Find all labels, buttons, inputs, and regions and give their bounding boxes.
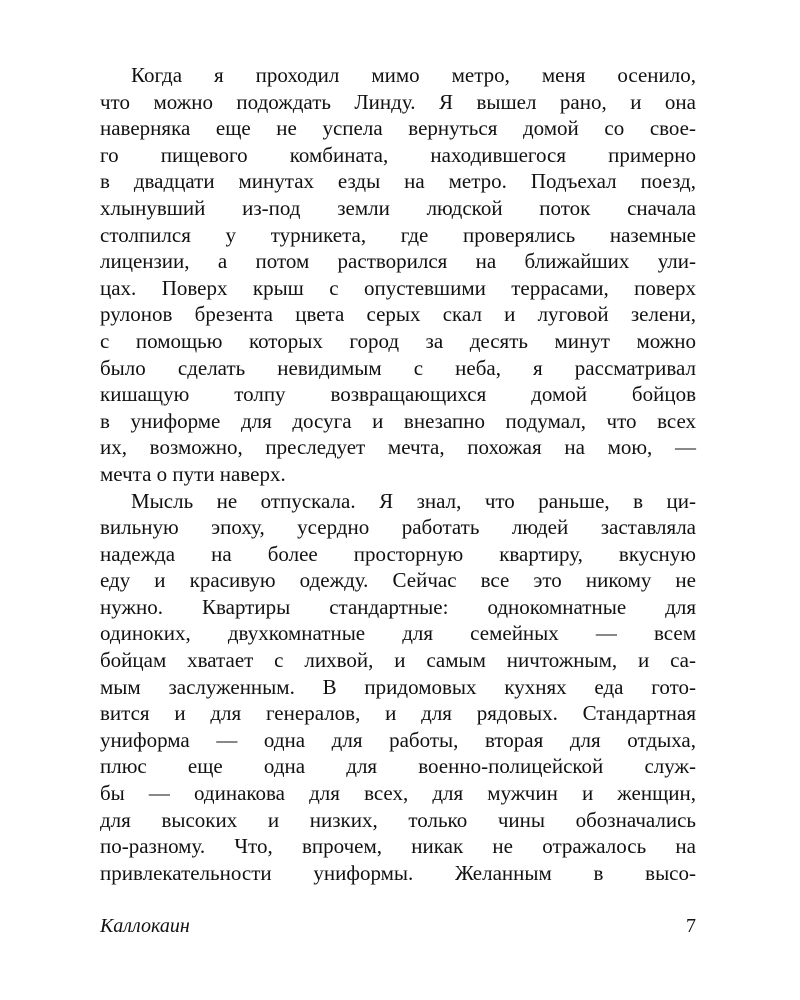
running-title: Каллокаин	[100, 915, 190, 937]
text-line: рулонов брезента цвета серых скал и луговой зелени,	[100, 302, 696, 327]
text-line: кишащую толпу возвращающихся домой бойцов	[100, 382, 696, 407]
text-line: привлекательности униформы. Желанным в высо-	[100, 860, 696, 885]
text-line: нужно. Квартиры стандартные: однокомнатные для	[100, 594, 696, 619]
paragraph-1	[100, 62, 696, 488]
text-line: Когда я проходил мимо метро, меня осенило,	[131, 63, 696, 87]
text-line: бойцам хватает с лихвой, и самым ничтожным, и са-	[100, 648, 696, 673]
text-line: мечта о пути наверх.	[100, 461, 286, 486]
text-line: мым заслуженным. В придомовых кухнях еда гото-	[100, 674, 696, 699]
text-line: Мысль не отпускала. Я знал, что раньше, в ци-	[131, 488, 696, 513]
text-line: вится и для генералов, и для рядовых. Стандартная	[100, 701, 696, 726]
text-line: в двадцати минутах езды на метро. Подъехал поезд,	[100, 169, 696, 194]
text-line: с помощью которых город за десять минут можно	[100, 328, 696, 353]
text-line: го пищевого комбината, находившегося примерно	[100, 142, 696, 167]
text-line: по-разному. Что, впрочем, никак не отражалось на	[100, 834, 696, 859]
text-line: их, возможно, преследует мечта, похожая на мою, —	[100, 435, 696, 460]
text-line: для высоких и низких, только чины обозначались	[100, 807, 696, 832]
text-line: бы — одинакова для всех, для мужчин и женщин,	[100, 781, 696, 806]
text-line: униформа — одна для работы, вторая для отдыха,	[100, 727, 696, 752]
text-line: лицензии, а потом растворился на ближайших ули-	[100, 249, 696, 274]
text-line: наверняка еще не успела вернуться домой со свое-	[100, 116, 696, 141]
page-number: 7	[686, 915, 696, 937]
page-footer	[100, 915, 696, 945]
text-line: одиноких, двухкомнатные для семейных — всем	[100, 621, 696, 646]
text-line: цах. Поверх крыш с опустевшими террасами, поверх	[100, 275, 696, 300]
text-line: что можно подождать Линду. Я вышел рано, и она	[100, 89, 696, 114]
text-line: еду и красивую одежду. Сейчас все это никому не	[100, 568, 696, 593]
text-line: вильную эпоху, усердно работать людей заставляла	[100, 515, 696, 540]
text-line: хлынувший из-под земли людской поток сначала	[100, 195, 696, 220]
text-line: столпился у турникета, где проверялись наземные	[100, 222, 696, 247]
text-line: плюс еще одна для военно-полицейской служ-	[100, 754, 696, 779]
body-text	[100, 62, 696, 886]
paragraph-2	[100, 488, 696, 887]
text-line: надежда на более просторную квартиру, вкусную	[100, 541, 696, 566]
text-line: в униформе для досуга и внезапно подумал, что всех	[100, 408, 696, 433]
text-line: было сделать невидимым с неба, я рассматривал	[100, 355, 696, 380]
